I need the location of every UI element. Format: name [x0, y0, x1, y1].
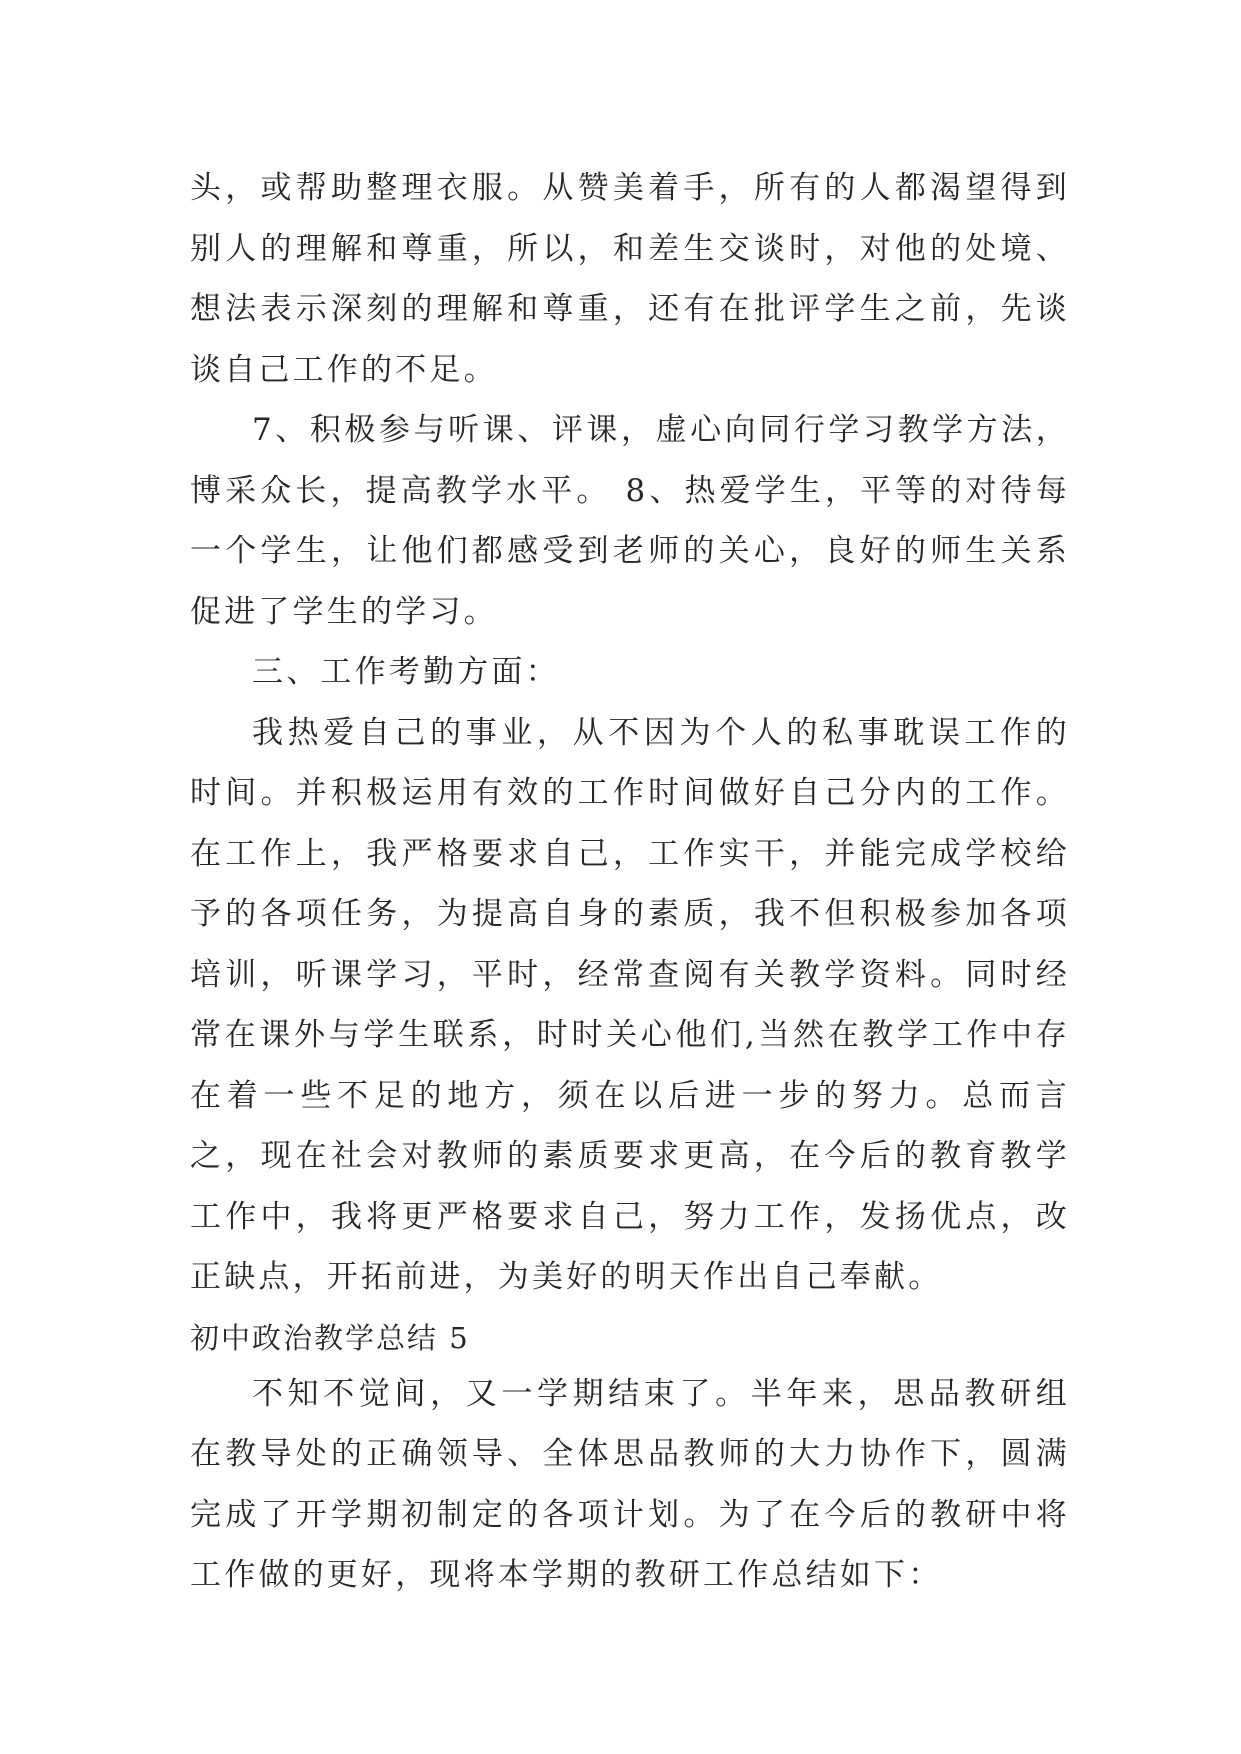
paragraph-attendance-body: 我热爱自己的事业，从不因为个人的私事耽误工作的时间。并积极运用有效的工作时间做好自己分内的工作。在工作上，我严格要求自己，工作实干，并能完成学校给予的各项任务，为提高自身的素质，我不但积极参加各项培训，听课学习，平时，经常查阅有关教学资料。同时经常在课外与学生联系，时时关心他们,当然在教学工作中存在着一些不足的地方，须在以后进一步的努力。总而言之，现在社会对教师的素质要求更高，在今后的教育教学工作中，我将更严格要求自己，努力工作，发扬优点，改正缺点，开拓前进，为美好的明天作出自己奉献。 [190, 714, 1070, 1295]
paragraph-lesson-observation: 7、积极参与听课、评课，虚心向同行学习教学方法，博采众长，提高教学水平。 8、热爱学生，平等的对待每一个学生，让他们都感受到老师的关心，良好的师生关系促进了学生的学习。 [190, 412, 1070, 630]
document-body [190, 158, 1070, 1606]
paragraph-attendance-heading: 三、工作考勤方面： [252, 654, 560, 690]
paragraph-summary-intro: 不知不觉间，又一学期结束了。半年来，思品教研组在教导处的正确领导、全体思品教师的大力协作下，圆满完成了开学期初制定的各项计划。为了在今后的教研中将工作做的更好，现将本学期的教研工作总结如下： [190, 1375, 1070, 1593]
paragraph-student-respect: 头，或帮助整理衣服。从赞美着手，所有的人都渴望得到别人的理解和尊重，所以，和差生交谈时，对他的处境、想法表示深刻的理解和尊重，还有在批评学生之前，先谈谈自己工作的不足。 [190, 170, 1070, 388]
section-title: 初中政治教学总结 5 [190, 1320, 470, 1355]
